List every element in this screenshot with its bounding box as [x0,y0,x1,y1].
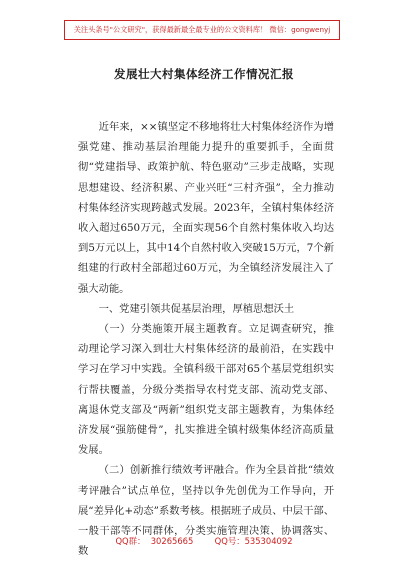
subsection-paragraph: （二）创新推行绩效考评融合。作为全县首批“绩效考评融合”试点单位，坚持以争先创优为工作导向，开展“差异化+动态”系数考核。根据班子成员、中层干部、一般干部等不同群体，分类实施管理决策、协调落实、数 [78,464,334,558]
subsection-paragraph: （一）分类施策开展主题教育。立足调查研究，推动理论学习深入到壮大村集体经济的最前沿，在实践中学习在学习中实践。全镇科级干部对65个基层党组织实行帮扶覆盖，分级分类指导农村党支部、流动党支部、离退休党支部及“两新”组织党支部主题教育，为集体经济发展“强筋健骨”，扎实推进全镇村级集体经济高质量发展。 [78,323,334,457]
document-body [78,117,334,561]
section-heading: 一、党建引领共促基层治理，厚植思想沃土 [98,302,295,315]
header-notice-box [64,20,340,40]
footer-contact: QQ群： 30265665 QQ号：535304092 [115,536,293,546]
intro-paragraph: 近年来，××镇坚定不移地将壮大村集体经济作为增强党建、推动基层治理能力提升的重要抓手，全面贯彻“党建指导、政策护航、特色驱动”三步走战略，实现思想建设、经济积累、产业兴旺“三村齐强”，全力推动村集体经济实现跨越式发展。2023年，全镇村集体经济收入超过650万元，全面实现56个自然村集体收入均达到5万元以上，其中14个自然村收入突破15万元，7个新组建的行政村全部超过60万元，为全镇经济发展注入了强大动能。 [78,121,334,295]
document-title: 发展壮大村集体经济工作情况汇报 [114,67,294,81]
header-notice: 关注头条号"公文研究"，获得最新最全最专业的公文资料库！ 微信：gongwenyj [73,25,331,34]
